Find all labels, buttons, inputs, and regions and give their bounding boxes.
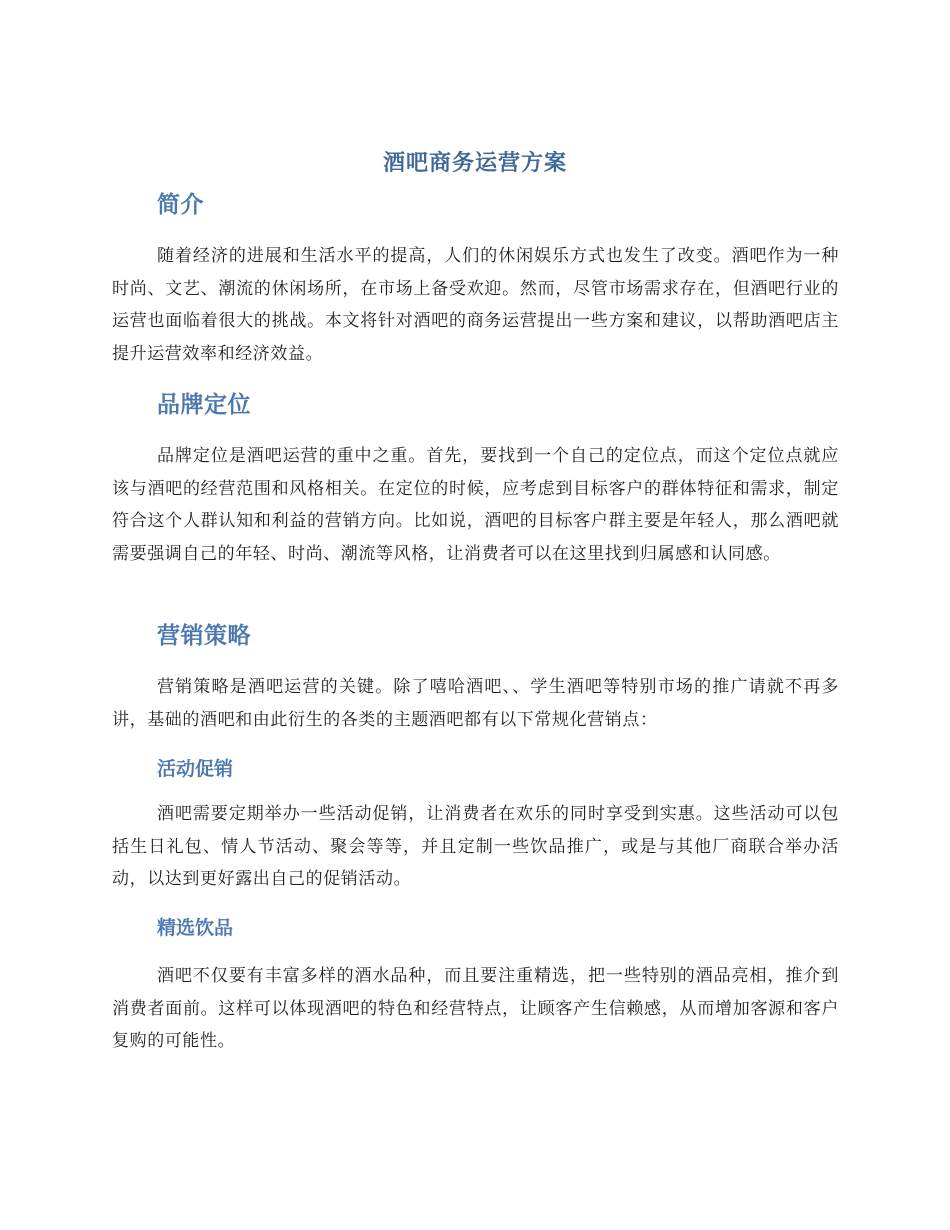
- subsection-paragraph-drinks: 酒吧不仅要有丰富多样的酒水品种，而且要注重精选，把一些特别的酒品亮相，推介到消费者面前。这样可以体现酒吧的特色和经营特点，让顾客产生信赖感，从而增加客源和客户复购的可能性。: [112, 966, 839, 1051]
- subsection-paragraph-promotion: 酒吧需要定期举办一些活动促销，让消费者在欢乐的同时享受到实惠。这些活动可以包括生日礼包、情人节活动、聚会等等，并且定制一些饮品推广，或是与其他厂商联合举办活动，以达到更好露出自己的促销活动。: [112, 804, 839, 889]
- section-paragraph-brand: 品牌定位是酒吧运营的重中之重。首先，要找到一个自己的定位点，而这个定位点就应该与酒吧的经营范围和风格相关。在定位的时候，应考虑到目标客户的群体特征和需求，制定符合这个人群认知和利益的营销方向。比如说，酒吧的目标客户群主要是年轻人，那么酒吧就需要强调自己的年轻、时尚、潮流等风格，让消费者可以在这里找到归属感和认同感。: [112, 446, 839, 564]
- subsection-heading-promotion: 活动促销: [157, 758, 234, 780]
- document-title: 酒吧商务运营方案: [382, 151, 567, 176]
- section-paragraph-marketing: 营销策略是酒吧运营的关键。除了嘻哈酒吧、、学生酒吧等特别市场的推广请就不再多讲，基础的酒吧和由此衍生的各类的主题酒吧都有以下常规化营销点：: [112, 677, 839, 730]
- section-heading-intro: 简介: [157, 192, 204, 218]
- section-heading-marketing: 营销策略: [157, 623, 251, 649]
- section-paragraph-intro: 随着经济的进展和生活水平的提高，人们的休闲娱乐方式也发生了改变。酒吧作为一种时尚、文艺、潮流的休闲场所，在市场上备受欢迎。然而，尽管市场需求存在，但酒吧行业的运营也面临着很大的挑战。本文将针对酒吧的商务运营提出一些方案和建议，以帮助酒吧店主提升运营效率和经济效益。: [112, 246, 839, 364]
- subsection-heading-drinks: 精选饮品: [157, 917, 234, 939]
- section-heading-brand: 品牌定位: [157, 392, 251, 418]
